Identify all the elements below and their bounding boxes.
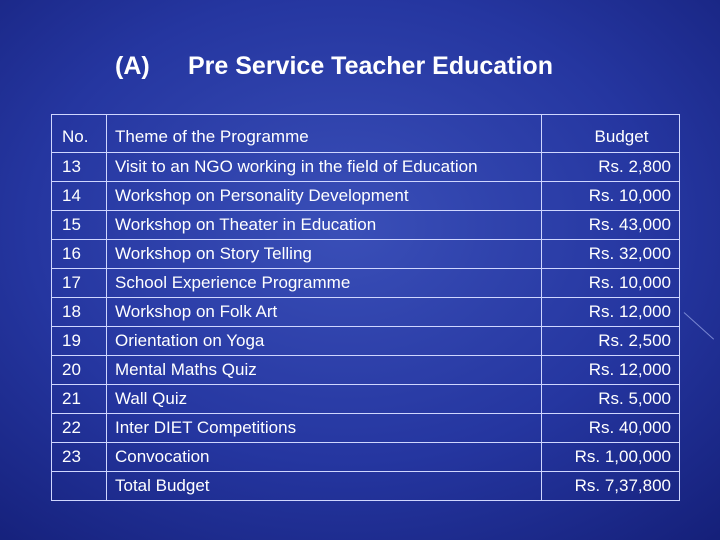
header-theme: Theme of the Programme (107, 115, 542, 153)
header-budget: Budget (542, 115, 680, 153)
cell-no: 20 (52, 356, 107, 385)
table-row (52, 269, 680, 298)
cell-theme: Orientation on Yoga (107, 327, 542, 356)
cell-budget: Rs. 2,500 (542, 327, 680, 356)
cell-theme: School Experience Programme (107, 269, 542, 298)
table-header-row (52, 115, 680, 153)
cell-theme: Workshop on Theater in Education (107, 211, 542, 240)
cell-no: 16 (52, 240, 107, 269)
cell-no: 22 (52, 414, 107, 443)
table-row (52, 298, 680, 327)
table-row (52, 182, 680, 211)
section-label: (A) (115, 52, 150, 80)
cell-budget: Rs. 40,000 (542, 414, 680, 443)
table-row (52, 414, 680, 443)
cell-no: 15 (52, 211, 107, 240)
cell-budget: Rs. 2,800 (542, 153, 680, 182)
table-row (52, 385, 680, 414)
cell-theme: Workshop on Folk Art (107, 298, 542, 327)
cell-theme: Convocation (107, 443, 542, 472)
cell-budget: Rs. 12,000 (542, 298, 680, 327)
cell-budget: Rs. 1,00,000 (542, 443, 680, 472)
decorative-line (684, 312, 714, 340)
cell-theme: Workshop on Story Telling (107, 240, 542, 269)
total-label: Total Budget (107, 472, 542, 501)
table-row (52, 443, 680, 472)
cell-theme: Inter DIET Competitions (107, 414, 542, 443)
cell-no: 23 (52, 443, 107, 472)
cell-budget: Rs. 10,000 (542, 269, 680, 298)
cell-budget: Rs. 43,000 (542, 211, 680, 240)
total-no (52, 472, 107, 501)
table-row (52, 240, 680, 269)
cell-budget: Rs. 10,000 (542, 182, 680, 211)
total-budget: Rs. 7,37,800 (542, 472, 680, 501)
cell-no: 18 (52, 298, 107, 327)
cell-theme: Workshop on Personality Development (107, 182, 542, 211)
cell-theme: Visit to an NGO working in the field of Education (107, 153, 542, 182)
cell-budget: Rs. 32,000 (542, 240, 680, 269)
cell-no: 19 (52, 327, 107, 356)
cell-no: 13 (52, 153, 107, 182)
budget-table (51, 114, 680, 501)
total-row (52, 472, 680, 501)
cell-no: 21 (52, 385, 107, 414)
slide-title (0, 52, 720, 88)
cell-theme: Wall Quiz (107, 385, 542, 414)
cell-theme: Mental Maths Quiz (107, 356, 542, 385)
table-row (52, 327, 680, 356)
cell-budget: Rs. 5,000 (542, 385, 680, 414)
cell-budget: Rs. 12,000 (542, 356, 680, 385)
table-row (52, 211, 680, 240)
page-title: Pre Service Teacher Education (188, 52, 553, 80)
header-no: No. (52, 115, 107, 153)
table-row (52, 153, 680, 182)
cell-no: 14 (52, 182, 107, 211)
table-row (52, 356, 680, 385)
cell-no: 17 (52, 269, 107, 298)
